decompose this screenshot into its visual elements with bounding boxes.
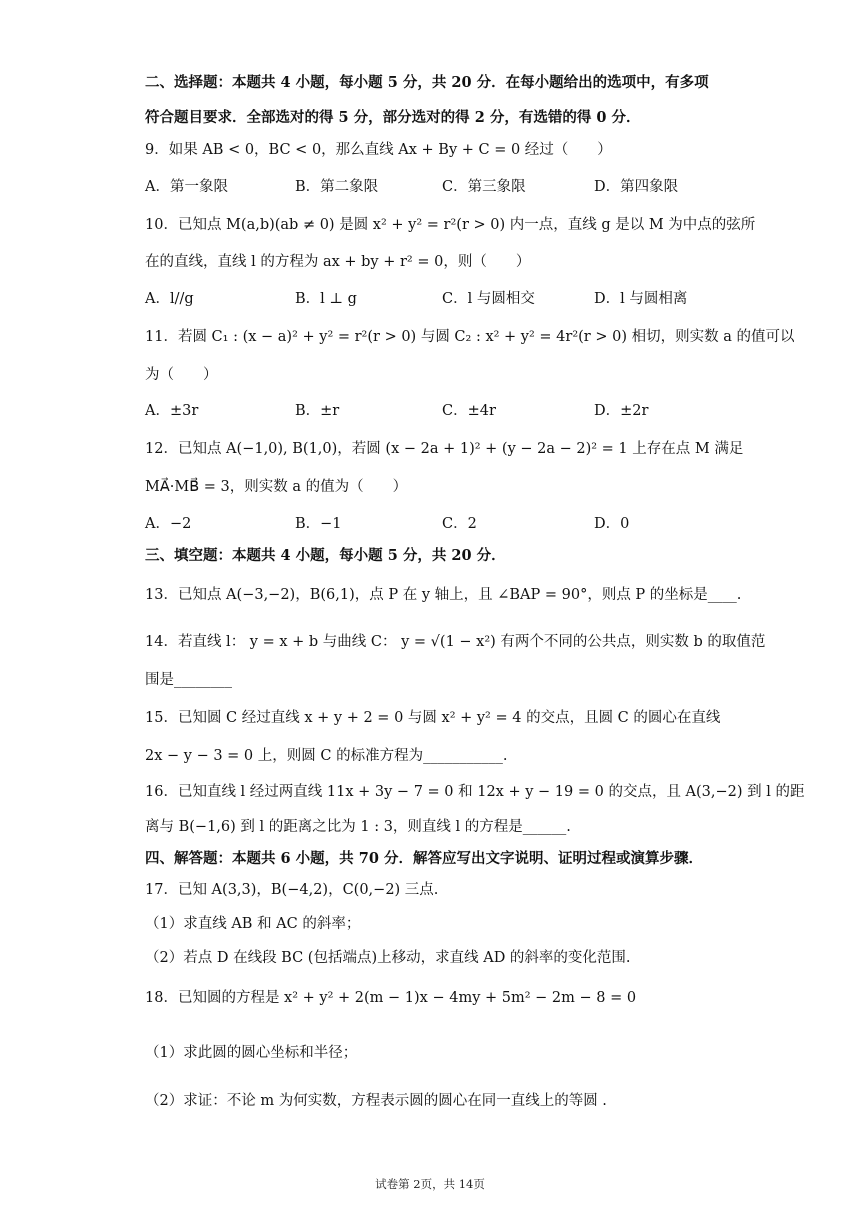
section-4-heading: 四、解答题：本题共 6 小题，共 70 分．解答应写出文字说明、证明过程或演算步骤． bbox=[145, 850, 703, 867]
page-footer: 试卷第 2页，共 14页 bbox=[375, 1177, 485, 1191]
question-12-option-b: B．−1 bbox=[295, 516, 342, 532]
question-15-line-1: 15．已知圆 C 经过直线 x + y + 2 = 0 与圆 x² + y² = 4 的交点，且圆 C 的圆心在直线 bbox=[145, 710, 721, 726]
question-12-option-a: A．−2 bbox=[145, 516, 192, 532]
question-10-option-c: C．l 与圆相交 bbox=[442, 291, 535, 307]
question-9-option-a: A．第一象限 bbox=[145, 179, 228, 195]
question-16-line-2: 离与 B(−1,6) 到 l 的距离之比为 1 : 3，则直线 l 的方程是______. bbox=[145, 819, 571, 835]
question-9-options bbox=[145, 175, 725, 195]
question-11-option-c: C．±4r bbox=[442, 403, 496, 419]
question-9-option-b: B．第二象限 bbox=[295, 179, 379, 195]
section-3-heading: 三、填空题：本题共 4 小题，每小题 5 分，共 20 分． bbox=[145, 547, 506, 564]
question-14-line-1: 14．若直线 l： y = x + b 与曲线 C： y = √(1 − x²) 有两个不同的公共点，则实数 b 的取值范 bbox=[145, 634, 766, 650]
question-14-line-2: 围是________ bbox=[145, 672, 232, 688]
question-17-text: 17．已知 A(3,3)，B(−4,2)，C(0,−2) 三点. bbox=[145, 882, 439, 898]
question-12-option-c: C．2 bbox=[442, 516, 477, 532]
question-10-option-b: B．l ⊥ g bbox=[295, 291, 357, 307]
section-2-heading-line-2: 符合题目要求．全部选对的得 5 分，部分选对的得 2 分，有选错的得 0 分． bbox=[145, 109, 641, 126]
question-12-line-2: MA⃗·MB⃗ = 3，则实数 a 的值为（ ） bbox=[145, 479, 408, 495]
question-18-text: 18．已知圆的方程是 x² + y² + 2(m − 1)x − 4my + 5m² − 2m − 8 = 0 bbox=[145, 990, 637, 1006]
question-17-part-1: （1）求直线 AB 和 AC 的斜率； bbox=[145, 916, 361, 932]
question-10-line-2: 在的直线，直线 l 的方程为 ax + by + r² = 0，则（ ） bbox=[145, 254, 531, 270]
question-12-option-d: D．0 bbox=[594, 516, 630, 532]
section-2-heading-line-1: 二、选择题：本题共 4 小题，每小题 5 分，共 20 分．在每小题给出的选项中，有多项 bbox=[145, 74, 709, 91]
question-9-option-d: D．第四象限 bbox=[594, 179, 679, 195]
question-12-line-1: 12．已知点 A(−1,0), B(1,0)，若圆 (x − 2a + 1)² + (y − 2a − 2)² = 1 上存在点 M 满足 bbox=[145, 441, 744, 457]
question-11-option-a: A．±3r bbox=[145, 403, 199, 419]
question-11-option-d: D．±2r bbox=[594, 403, 649, 419]
question-10-option-a: A．l//g bbox=[145, 291, 194, 307]
question-17-part-2: （2）若点 D 在线段 BC (包括端点)上移动，求直线 AD 的斜率的变化范围. bbox=[145, 950, 631, 966]
question-9-option-c: C．第三象限 bbox=[442, 179, 526, 195]
question-11-line-2: 为（ ） bbox=[145, 367, 218, 383]
question-10-option-d: D．l 与圆相离 bbox=[594, 291, 688, 307]
question-11-option-b: B．±r bbox=[295, 403, 340, 419]
question-18-part-2: （2）求证：不论 m 为何实数，方程表示圆的圆心在同一直线上的等圆 . bbox=[145, 1093, 607, 1109]
question-9-text: 9．如果 AB < 0，BC < 0，那么直线 Ax + By + C = 0 经过（ ） bbox=[145, 142, 612, 158]
question-11-line-1: 11．若圆 C₁ : (x − a)² + y² = r²(r > 0) 与圆 C₂ : x² + y² = 4r²(r > 0) 相切，则实数 a 的值可以 bbox=[145, 329, 795, 345]
question-10-options bbox=[145, 287, 725, 307]
question-18-part-1: （1）求此圆的圆心坐标和半径； bbox=[145, 1045, 358, 1061]
question-13-text: 13．已知点 A(−3,−2)，B(6,1)，点 P 在 y 轴上，且 ∠BAP = 90°，则点 P 的坐标是____. bbox=[145, 587, 742, 603]
question-11-options bbox=[145, 399, 725, 419]
question-15-line-2: 2x − y − 3 = 0 上，则圆 C 的标准方程为___________. bbox=[145, 748, 508, 764]
question-12-options bbox=[145, 512, 725, 532]
question-16-line-1: 16．已知直线 l 经过两直线 11x + 3y − 7 = 0 和 12x + y − 19 = 0 的交点，且 A(3,−2) 到 l 的距 bbox=[145, 784, 805, 800]
question-10-line-1: 10．已知点 M(a,b)(ab ≠ 0) 是圆 x² + y² = r²(r > 0) 内一点，直线 g 是以 M 为中点的弦所 bbox=[145, 217, 756, 233]
